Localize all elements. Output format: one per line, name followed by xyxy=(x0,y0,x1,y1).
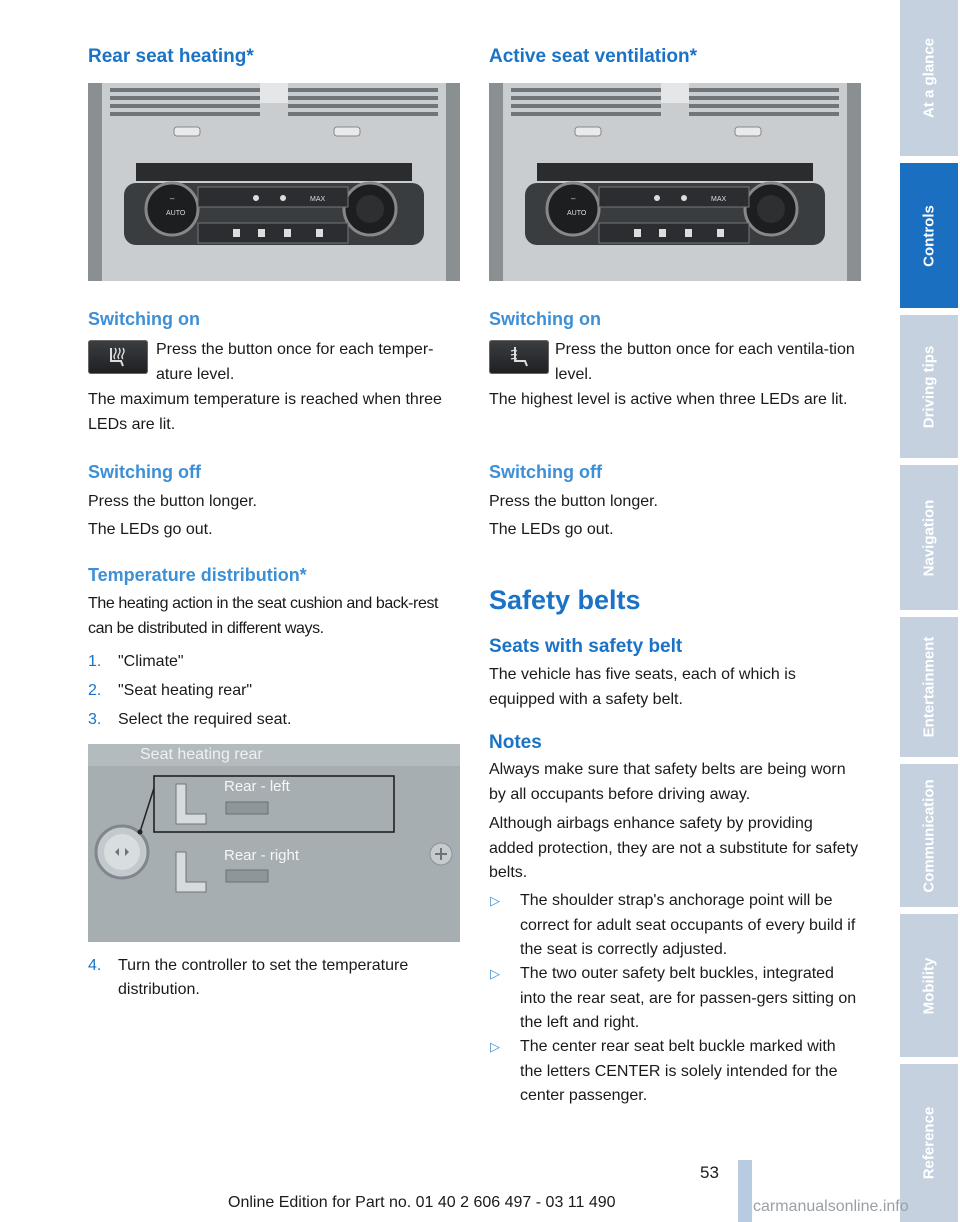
rear-left-option[interactable]: Rear - left xyxy=(224,778,290,795)
tab-label: Mobility xyxy=(920,957,938,1014)
step-number: 3. xyxy=(88,711,102,728)
seat-ventilation-button-icon xyxy=(489,340,549,374)
seat-heating-icon xyxy=(106,345,130,369)
switching-off-para-2: The LEDs go out. xyxy=(489,521,614,538)
tab-controls[interactable] xyxy=(900,163,958,308)
triangle-bullet-icon: ▷ xyxy=(490,966,500,981)
bullet-text: The two outer safety belt buckles, integrated into the rear seat, are for passen-gers sitting on the left and right. xyxy=(520,965,857,1031)
step-text: Turn the controller to set the temperature distribution. xyxy=(118,957,409,998)
bullet-text: The shoulder strap's anchorage point will be correct for adult seat occupants of every build if the seat is correctly adjusted. xyxy=(520,892,856,958)
edition-footer: Online Edition for Part no. 01 40 2 606 497 - 03 11 490 xyxy=(228,1194,616,1211)
step-text: "Seat heating rear" xyxy=(118,682,253,699)
climate-panel-illustration xyxy=(88,83,460,281)
rear-climate-panel-image-2 xyxy=(489,83,861,281)
tab-label: Communication xyxy=(920,778,938,893)
tab-label: Reference xyxy=(920,1106,938,1180)
tab-entertainment[interactable] xyxy=(900,617,958,757)
step-number: 2. xyxy=(88,682,102,699)
temperature-distribution-heading: Temperature distribution* xyxy=(88,565,307,585)
switching-off-para-1: Press the button longer. xyxy=(88,493,257,510)
rear-seat-heating-title: Rear seat heating* xyxy=(88,46,254,67)
tab-label: Controls xyxy=(920,204,938,267)
seat-ventilation-button-description: Press the button once for each ventila-tion level. xyxy=(555,341,855,383)
tab-driving-tips[interactable] xyxy=(900,315,958,458)
watermark: carmanualsonline.info xyxy=(753,1198,909,1215)
rear-climate-panel-image xyxy=(88,83,460,281)
max-temperature-note: The maximum temperature is reached when three LEDs are lit. xyxy=(88,391,442,433)
minus-label: – xyxy=(170,194,175,203)
switching-on-heading: Switching on xyxy=(489,309,601,329)
step-text: "Climate" xyxy=(118,653,184,670)
seat-ventilation-icon xyxy=(507,345,531,369)
triangle-bullet-icon: ▷ xyxy=(490,893,500,908)
seat-heating-rear-screen xyxy=(88,744,460,942)
notes-heading: Notes xyxy=(489,732,542,753)
tab-label: Driving tips xyxy=(920,345,938,428)
auto-label: AUTO xyxy=(166,210,186,217)
seats-with-safety-belt-para: The vehicle has five seats, each of which is equipped with a safety belt. xyxy=(489,666,796,708)
switching-on-heading: Switching on xyxy=(88,309,200,329)
notes-para-1: Always make sure that safety belts are being worn by all occupants before driving away. xyxy=(489,761,846,803)
seat-screen-illustration xyxy=(88,744,460,942)
step-number: 1. xyxy=(88,653,102,670)
seats-with-safety-belt-heading: Seats with safety belt xyxy=(489,636,683,657)
tab-label: At a glance xyxy=(920,37,938,119)
seat-heating-button-description: Press the button once for each temper-ature level. xyxy=(156,341,434,383)
tab-label: Entertainment xyxy=(920,636,938,738)
minus-label: – xyxy=(571,194,576,203)
page-number: 53 xyxy=(700,1163,719,1182)
switching-off-para-2: The LEDs go out. xyxy=(88,521,213,538)
tab-mobility[interactable] xyxy=(900,914,958,1057)
step-text: Select the required seat. xyxy=(118,711,292,728)
highest-level-note: The highest level is active when three LEDs are lit. xyxy=(489,391,848,408)
triangle-bullet-icon: ▷ xyxy=(490,1039,500,1054)
page-marker-bar xyxy=(738,1160,752,1222)
tab-communication[interactable] xyxy=(900,764,958,907)
bullet-text: The center rear seat belt buckle marked with the letters CENTER is solely intended for the center passenger. xyxy=(520,1038,838,1104)
temperature-distribution-para: The heating action in the seat cushion and back-rest can be distributed in different ways. xyxy=(88,595,439,637)
active-seat-ventilation-title: Active seat ventilation* xyxy=(489,46,698,67)
tab-at-a-glance[interactable] xyxy=(900,0,958,156)
seat-heating-button-icon xyxy=(88,340,148,374)
switching-off-para-1: Press the button longer. xyxy=(489,493,658,510)
switching-off-heading: Switching off xyxy=(489,462,602,482)
auto-label: AUTO xyxy=(567,210,587,217)
chapter-tabs xyxy=(898,0,960,1222)
step-number: 4. xyxy=(88,957,102,974)
switching-off-heading: Switching off xyxy=(88,462,201,482)
rear-right-option[interactable]: Rear - right xyxy=(224,847,300,864)
tab-label: Navigation xyxy=(920,499,938,576)
climate-panel-illustration xyxy=(489,83,861,281)
tab-navigation[interactable] xyxy=(900,465,958,610)
max-label: MAX xyxy=(310,196,326,203)
notes-para-2: Although airbags enhance safety by providing added protection, they are not a substitute for safety belts. xyxy=(489,815,859,881)
safety-belts-heading: Safety belts xyxy=(489,585,641,615)
max-label: MAX xyxy=(711,196,727,203)
screen-title: Seat heating rear xyxy=(140,746,263,763)
